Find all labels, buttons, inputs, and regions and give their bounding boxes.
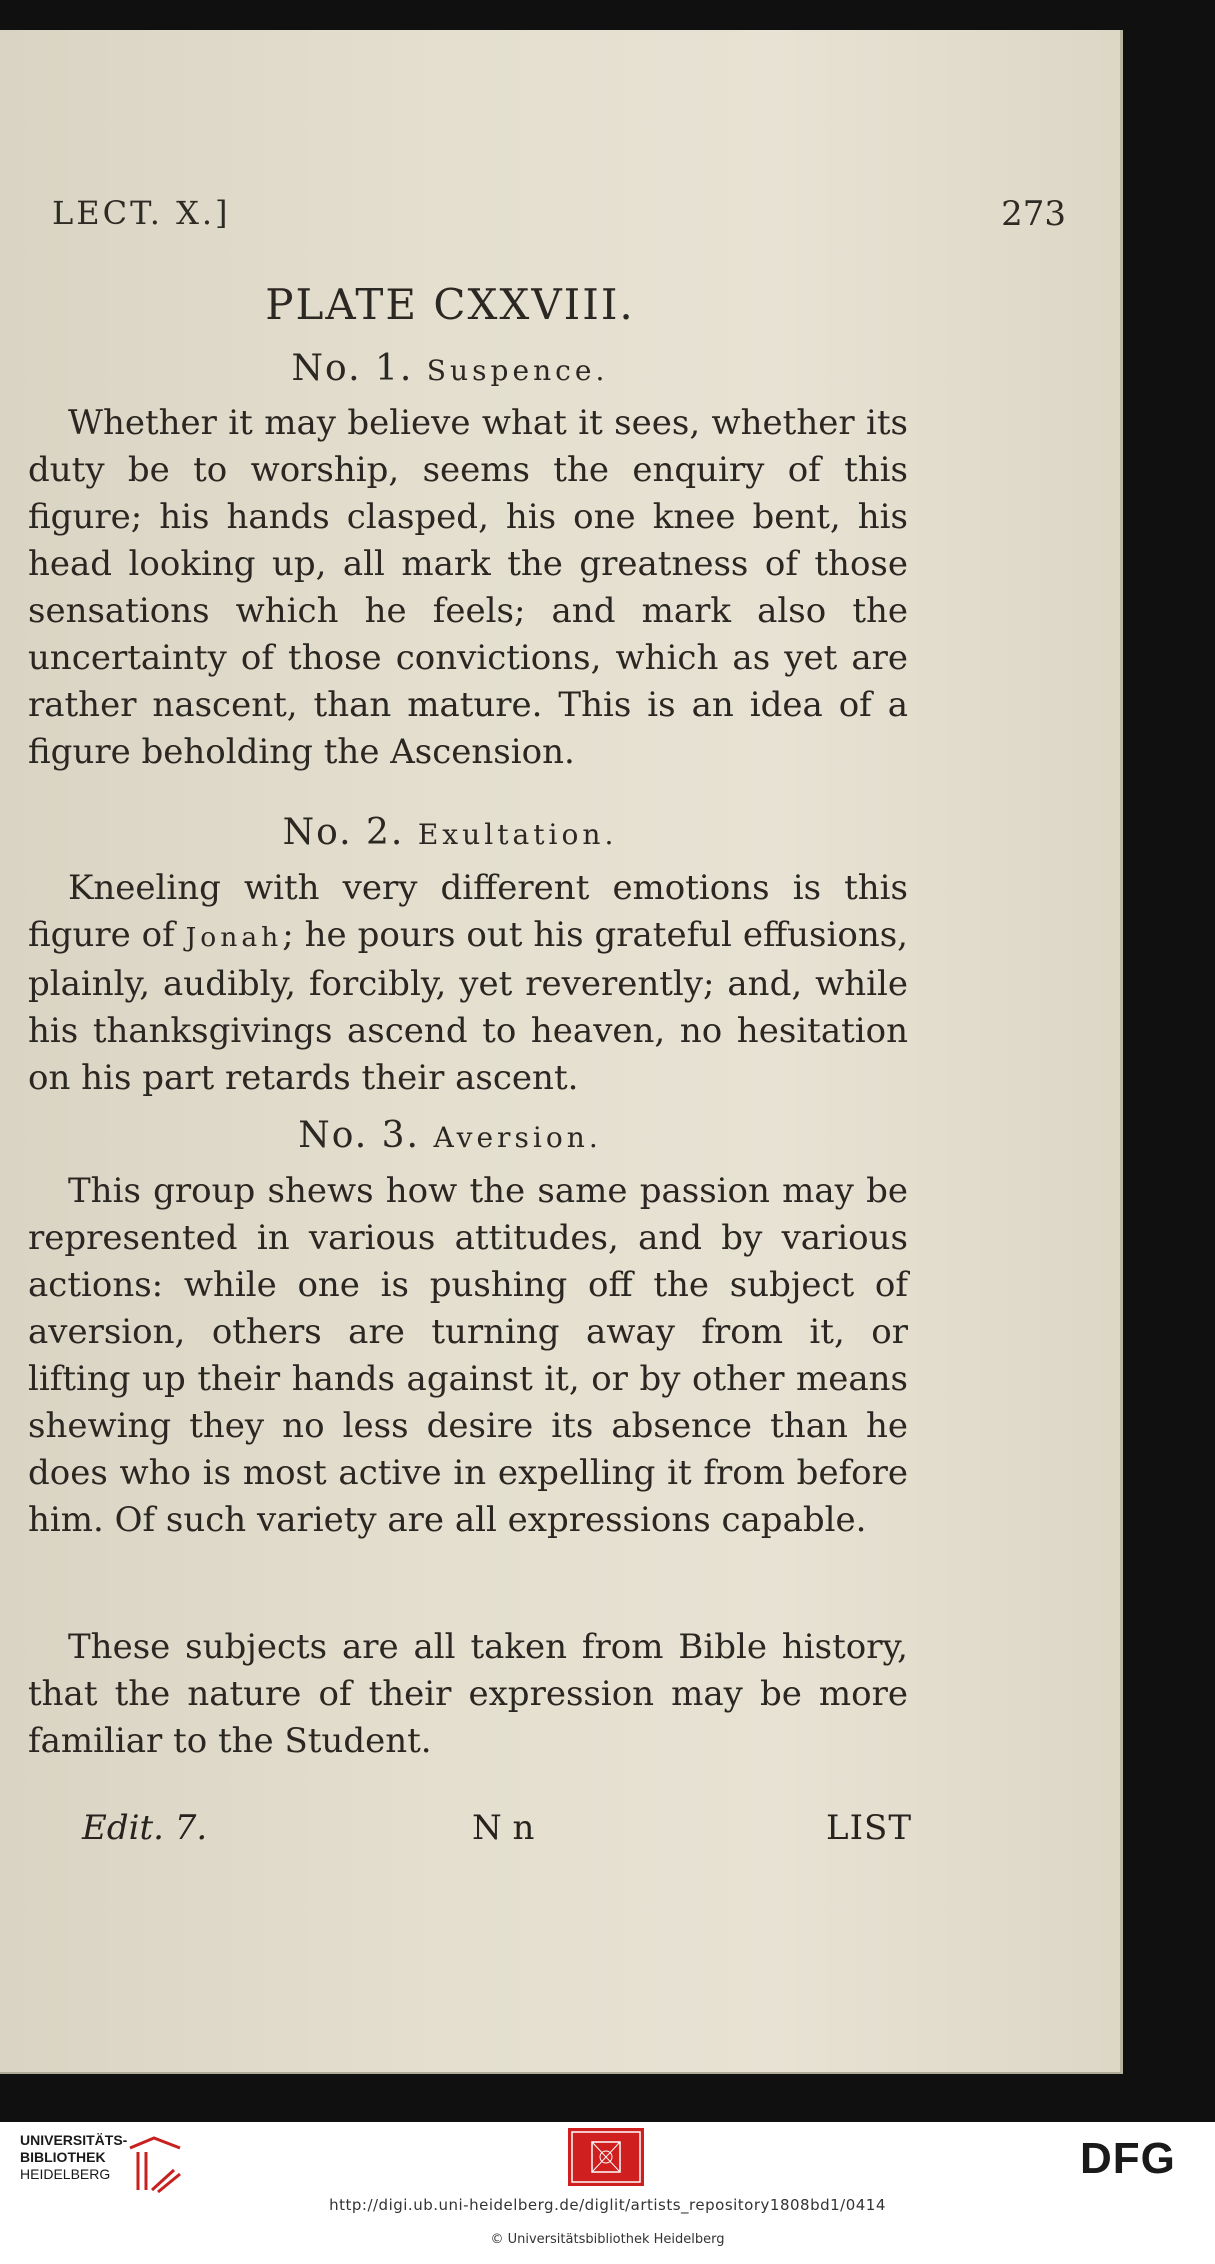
section-title: Aversion. — [433, 1121, 602, 1154]
edition-mark: Edit. 7. — [82, 1808, 208, 1848]
paragraph-aversion — [28, 1168, 908, 1544]
section-heading-suspence — [0, 348, 900, 389]
ub-heidelberg-logo-icon[interactable] — [20, 2132, 210, 2202]
ub-logo-line: UNIVERSITÄTS- — [20, 2132, 128, 2148]
copyright-notice: © Universitätsbibliothek Heidelberg — [490, 2232, 725, 2247]
ub-logo-mark-icon — [124, 2134, 186, 2196]
section-number: No. 3. — [298, 1115, 420, 1156]
paragraph-exultation — [28, 865, 908, 1102]
plate-title: PLATE CXXVIII. — [265, 280, 635, 329]
paragraph-text-end: ; he pours out his grateful effusions, plainly, audibly, forcibly, yet reverently; and, while his thanksgivings ascend to heaven, no hesitation on his part retards their ascent. — [28, 915, 908, 1098]
page-number: 273 — [1001, 194, 1066, 234]
page-footer — [82, 1808, 912, 1858]
running-head: LECT. X.] — [52, 194, 231, 232]
page-header — [22, 180, 1090, 240]
ub-logo-line: HEIDELBERG — [20, 2166, 111, 2182]
section-heading-aversion — [0, 1115, 900, 1156]
dfg-logo-icon[interactable]: DFG — [1080, 2134, 1176, 2183]
section-title: Suspence. — [426, 354, 609, 387]
paragraph-text-start: Kneeling with very different emotions is this figure of — [28, 868, 908, 955]
section-title: Exultation. — [417, 818, 618, 851]
seal-graphic — [568, 2128, 644, 2186]
viewer-footer — [0, 2122, 1215, 2264]
signature-mark: N n — [472, 1808, 535, 1848]
paragraph-text: This group shews how the same passion may be represented in various attitudes, and by various actions: while one is pushing off the subject of aversion, others are turning away from it, or lifting up their hands against it, or by other means shewing they no less desire its absence than he does who is most active in expelling it from before him. Of such variety are all expressions capable. — [28, 1171, 908, 1540]
book-page — [0, 30, 1123, 2074]
paragraph-text: Whether it may believe what it sees, whether its duty be to worship, seems the enquiry of this figure; his hands clasped, his one knee bent, his head looking up, all mark the greatness of those sensations which he feels; and mark also the uncertainty of those convictions, which as yet are rather nascent, than mature. This is an idea of a figure beholding the Ascension. — [28, 403, 908, 772]
section-number: No. 2. — [282, 812, 405, 853]
catchword: LIST — [826, 1808, 912, 1848]
paragraph-text: These subjects are all taken from Bible history, that the nature of their expression may be more familiar to the Student. — [28, 1627, 908, 1761]
paragraph-suspence — [28, 400, 908, 776]
episteme-seal-icon[interactable] — [568, 2128, 644, 2186]
ub-logo-text — [20, 2132, 127, 2183]
ub-logo-line: BIBLIOTHEK — [20, 2149, 106, 2165]
section-number: No. 1. — [291, 348, 414, 389]
person-name: Jonah — [185, 922, 283, 953]
section-heading-exultation — [0, 812, 900, 853]
closing-paragraph — [28, 1624, 908, 1765]
permalink-url[interactable]: http://digi.ub.uni-heidelberg.de/diglit/artists_repository1808bd1/0414 — [329, 2196, 886, 2214]
